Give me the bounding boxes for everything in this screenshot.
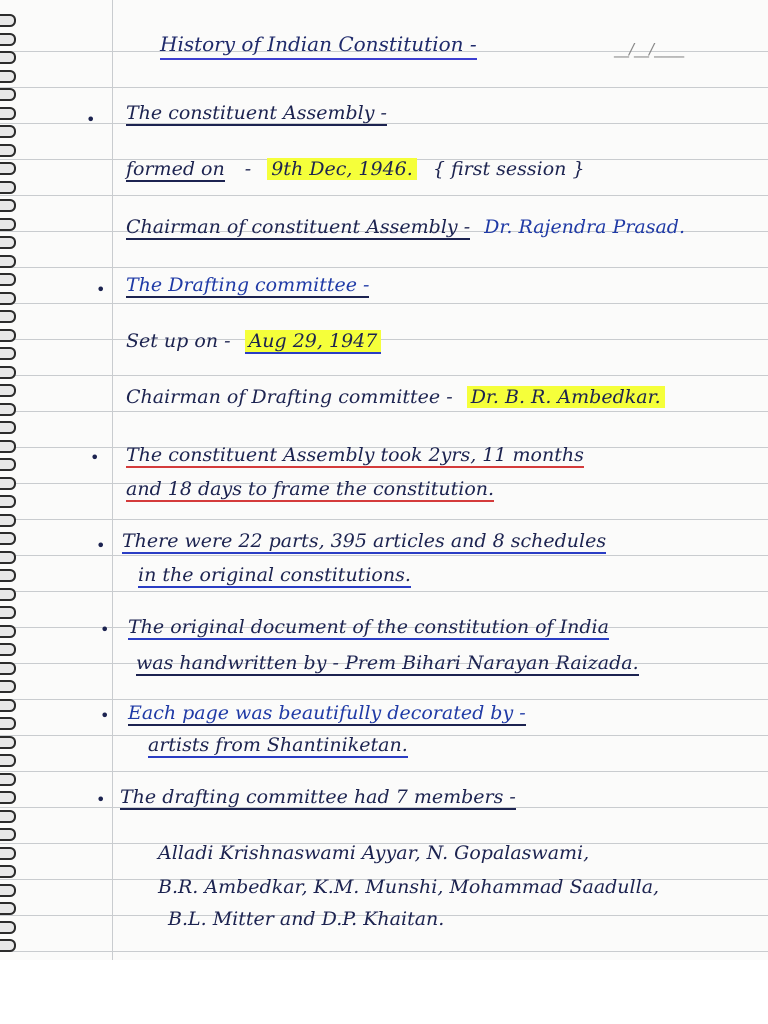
decor-line1: Each page was beautifully decorated by -: [128, 702, 526, 724]
spiral-coil: [0, 847, 16, 860]
setup-date: Aug 29, 1947: [245, 330, 382, 354]
spiral-coil: [0, 810, 16, 823]
spiral-coil: [0, 255, 16, 268]
spiral-coil: [0, 347, 16, 360]
time-line1: The constituent Assembly took 2yrs, 11 months: [126, 444, 584, 466]
bullet: •: [96, 790, 106, 809]
decor-line2: artists from Shantiniketan.: [148, 734, 408, 756]
page-title: History of Indian Constitution -: [160, 32, 477, 60]
time-line2: and 18 days to frame the constitution.: [126, 478, 495, 500]
formed-label: formed on: [126, 158, 225, 180]
spiral-coil: [0, 199, 16, 212]
bullet: •: [86, 110, 96, 129]
spiral-coil: [0, 421, 16, 434]
bullet: •: [96, 280, 106, 299]
spiral-coil: [0, 921, 16, 934]
spiral-coil: [0, 643, 16, 656]
spiral-coil: [0, 162, 16, 175]
spiral-coil: [0, 736, 16, 749]
bullet: •: [90, 448, 100, 467]
spiral-binding: [0, 0, 18, 960]
spiral-coil: [0, 699, 16, 712]
spiral-coil: [0, 773, 16, 786]
spiral-coil: [0, 366, 16, 379]
spiral-coil: [0, 384, 16, 397]
spiral-coil: [0, 218, 16, 231]
spiral-coil: [0, 329, 16, 342]
spiral-coil: [0, 144, 16, 157]
spiral-coil: [0, 662, 16, 675]
spiral-coil: [0, 33, 16, 46]
spiral-coil: [0, 532, 16, 545]
dc-heading: The Drafting committee -: [126, 274, 370, 296]
spiral-coil: [0, 791, 16, 804]
setup-row: [126, 330, 381, 352]
date-placeholder: __/__/____: [614, 40, 685, 58]
chairman-dc-label: Chairman of Drafting committee -: [126, 386, 453, 408]
spiral-coil: [0, 884, 16, 897]
spiral-coil: [0, 51, 16, 64]
spiral-coil: [0, 495, 16, 508]
bullet: •: [96, 536, 106, 555]
spiral-coil: [0, 403, 16, 416]
chairman-dc-name: Dr. B. R. Ambedkar.: [467, 386, 665, 408]
members-heading: The drafting committee had 7 members -: [120, 786, 516, 808]
formed-dash: -: [244, 158, 252, 180]
spiral-coil: [0, 680, 16, 693]
chairman-dc-row: [126, 386, 665, 408]
chairman-ca-row: [126, 216, 685, 238]
members-line1: Alladi Krishnaswami Ayyar, N. Gopalaswami,: [158, 842, 590, 864]
bullet: •: [100, 706, 110, 725]
spiral-coil: [0, 865, 16, 878]
formed-note: { first session }: [432, 158, 585, 180]
spiral-coil: [0, 606, 16, 619]
spiral-coil: [0, 902, 16, 915]
spiral-coil: [0, 828, 16, 841]
bullet: •: [100, 620, 110, 639]
spiral-coil: [0, 236, 16, 249]
margin-line: [112, 0, 113, 960]
spiral-coil: [0, 125, 16, 138]
formed-row: [126, 158, 585, 180]
spiral-coil: [0, 939, 16, 952]
spiral-coil: [0, 514, 16, 527]
spiral-coil: [0, 14, 16, 27]
spiral-coil: [0, 717, 16, 730]
spiral-coil: [0, 458, 16, 471]
spiral-coil: [0, 569, 16, 582]
members-line2: B.R. Ambedkar, K.M. Munshi, Mohammad Saadulla,: [158, 876, 660, 898]
spiral-coil: [0, 310, 16, 323]
doc-line1: The original document of the constitution of India: [128, 616, 609, 638]
spiral-coil: [0, 292, 16, 305]
spiral-coil: [0, 551, 16, 564]
spiral-coil: [0, 273, 16, 286]
spiral-coil: [0, 88, 16, 101]
ca-heading: The constituent Assembly -: [126, 102, 387, 124]
doc-line2: was handwritten by - Prem Bihari Narayan Raizada.: [136, 652, 639, 674]
spiral-coil: [0, 477, 16, 490]
spiral-coil: [0, 588, 16, 601]
spiral-coil: [0, 181, 16, 194]
chairman-ca-label: Chairman of constituent Assembly -: [126, 216, 471, 238]
setup-label: Set up on -: [126, 330, 231, 352]
spiral-coil: [0, 754, 16, 767]
members-line3: B.L. Mitter and D.P. Khaitan.: [168, 908, 445, 930]
spiral-coil: [0, 440, 16, 453]
formed-date: 9th Dec, 1946.: [267, 158, 417, 180]
spiral-coil: [0, 625, 16, 638]
chairman-ca-name: Dr. Rajendra Prasad.: [484, 216, 686, 238]
parts-line2: in the original constitutions.: [138, 564, 411, 586]
spiral-coil: [0, 107, 16, 120]
parts-line1: There were 22 parts, 395 articles and 8 schedules: [122, 530, 607, 552]
spiral-coil: [0, 70, 16, 83]
